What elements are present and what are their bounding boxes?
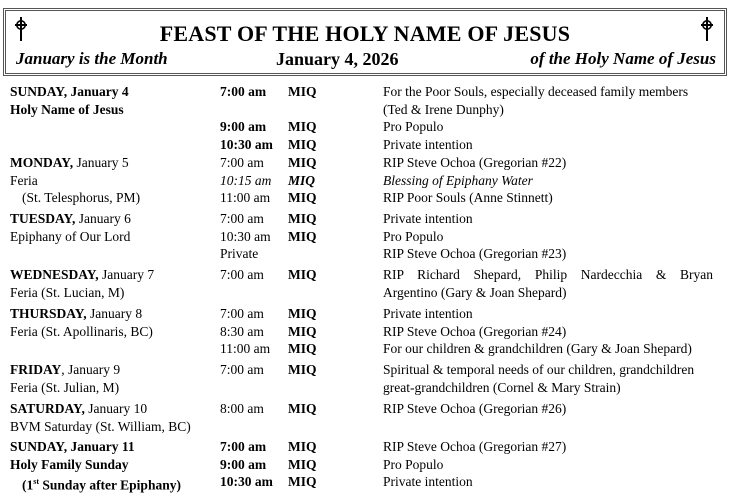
mass-time: 10:15 am xyxy=(220,172,272,188)
mass-intention: (Ted & Irene Dunphy) xyxy=(383,101,504,117)
day-heading xyxy=(10,401,147,417)
mass-intention: RIP Steve Ochoa (Gregorian #26) xyxy=(383,401,567,416)
liturgical-day: Holy Family Sunday xyxy=(10,456,129,472)
day-name: SATURDAY, xyxy=(10,401,85,416)
mass-time: 11:00 am xyxy=(220,190,271,206)
liturgical-day: Feria (St. Julian, M) xyxy=(10,379,120,395)
mass-intention: Pro Populo xyxy=(383,228,444,244)
day-heading xyxy=(10,211,131,227)
mass-intention: Blessing of Epiphany Water xyxy=(383,172,533,188)
mass-intention: Argentino (Gary & Joan Shepard) xyxy=(383,284,567,300)
mass-time: 7:00 am xyxy=(220,211,264,226)
day-date: , January 9 xyxy=(61,362,121,377)
mass-time: 8:00 am xyxy=(220,401,264,416)
mass-time: 8:30 am xyxy=(220,323,264,339)
mass-location: MIQ xyxy=(288,401,317,416)
page-title: FEAST OF THE HOLY NAME OF JESUS xyxy=(159,21,571,46)
mass-intention: Private intention xyxy=(383,474,473,490)
mass-intention: Private intention xyxy=(383,306,473,321)
mass-intention: Pro Populo xyxy=(383,456,444,472)
day-name: TUESDAY, xyxy=(10,211,76,226)
bulletin-date: January 4, 2026 xyxy=(276,49,399,69)
day-date: January 8 xyxy=(86,306,143,321)
mass-time: Private xyxy=(220,246,259,262)
mass-time: 9:00 am xyxy=(220,119,267,135)
mass-time: 10:30 am xyxy=(220,228,271,244)
month-dedication-right: of the Holy Name of Jesus xyxy=(530,49,716,68)
mass-location: MIQ xyxy=(288,172,316,188)
mass-time: 10:30 am xyxy=(220,136,273,152)
day-date: January 6 xyxy=(75,211,131,226)
month-dedication-left: January is the Month xyxy=(16,49,168,68)
mass-location: MIQ xyxy=(288,323,317,339)
mass-location: MIQ xyxy=(288,341,317,357)
bulletin-header xyxy=(3,8,727,76)
mass-time: 11:00 am xyxy=(220,341,271,357)
liturgical-day: BVM Saturday (St. William, BC) xyxy=(10,418,191,434)
mass-intention: Pro Populo xyxy=(383,119,444,135)
mass-intention: RIP Steve Ochoa (Gregorian #22) xyxy=(383,155,567,170)
day-date: January 10 xyxy=(84,401,148,416)
liturgical-day: Feria xyxy=(10,172,38,188)
day-heading: SUNDAY, January 11 xyxy=(10,439,135,454)
mass-location: MIQ xyxy=(288,190,317,206)
mass-location: MIQ xyxy=(288,155,317,170)
mass-intention: RIP Steve Ochoa (Gregorian #23) xyxy=(383,246,567,262)
mass-location: MIQ xyxy=(288,306,317,321)
mass-location: MIQ xyxy=(288,84,317,99)
liturgical-day: (St. Telesphorus, PM) xyxy=(22,190,141,206)
mass-intention: For our children & grandchildren (Gary & Joan Shepard) xyxy=(383,341,692,357)
mass-intention: RIP Richard Shepard, Philip Nardecchia & Bryan xyxy=(383,267,713,282)
mass-time: 7:00 am xyxy=(220,439,267,454)
mass-intention: RIP Steve Ochoa (Gregorian #27) xyxy=(383,439,567,454)
mass-location: MIQ xyxy=(288,228,317,244)
mass-time: 7:00 am xyxy=(220,155,264,170)
day-name: WEDNESDAY, xyxy=(10,267,99,282)
day-name: MONDAY, xyxy=(10,155,74,170)
day-date: January 7 xyxy=(98,267,155,282)
mass-location: MIQ xyxy=(288,439,317,454)
liturgical-day: Epiphany of Our Lord xyxy=(10,228,131,244)
mass-intention: RIP Poor Souls (Anne Stinnett) xyxy=(383,190,553,206)
mass-intention: great-grandchildren (Cornel & Mary Strain) xyxy=(383,379,621,395)
day-heading: SUNDAY, January 4 xyxy=(10,84,129,99)
mass-location: MIQ xyxy=(288,362,317,377)
mass-intention: Private intention xyxy=(383,136,473,152)
mass-time: 10:30 am xyxy=(220,474,273,490)
mass-location: MIQ xyxy=(288,136,317,152)
day-heading xyxy=(10,362,120,378)
liturgical-day: Holy Name of Jesus xyxy=(10,101,124,117)
liturgical-day-note: (1st Sunday after Epiphany) xyxy=(22,477,181,493)
mass-time: 7:00 am xyxy=(220,306,264,321)
day-heading xyxy=(10,267,154,283)
mass-intention: For the Poor Souls, especially deceased family members xyxy=(383,84,689,99)
mass-location: MIQ xyxy=(288,456,317,472)
liturgical-day: Feria (St. Lucian, M) xyxy=(10,284,125,300)
mass-intention: Spiritual & temporal needs of our children, grandchildren xyxy=(383,362,695,377)
day-date: January 5 xyxy=(73,155,129,170)
day-name: FRIDAY xyxy=(10,362,62,377)
mass-intention: RIP Steve Ochoa (Gregorian #24) xyxy=(383,323,567,339)
mass-location: MIQ xyxy=(288,474,317,490)
mass-time: 9:00 am xyxy=(220,456,267,472)
day-heading xyxy=(10,155,129,171)
mass-intention: Private intention xyxy=(383,211,473,226)
day-name: THURSDAY, xyxy=(10,306,87,321)
day-heading xyxy=(10,306,142,322)
liturgical-day: Feria (St. Apollinaris, BC) xyxy=(10,323,153,339)
mass-time: 7:00 am xyxy=(220,362,264,377)
mass-location: MIQ xyxy=(288,267,317,282)
mass-location: MIQ xyxy=(288,211,317,226)
mass-location: MIQ xyxy=(288,119,317,135)
mass-time: 7:00 am xyxy=(220,84,267,99)
mass-time: 7:00 am xyxy=(220,267,264,282)
